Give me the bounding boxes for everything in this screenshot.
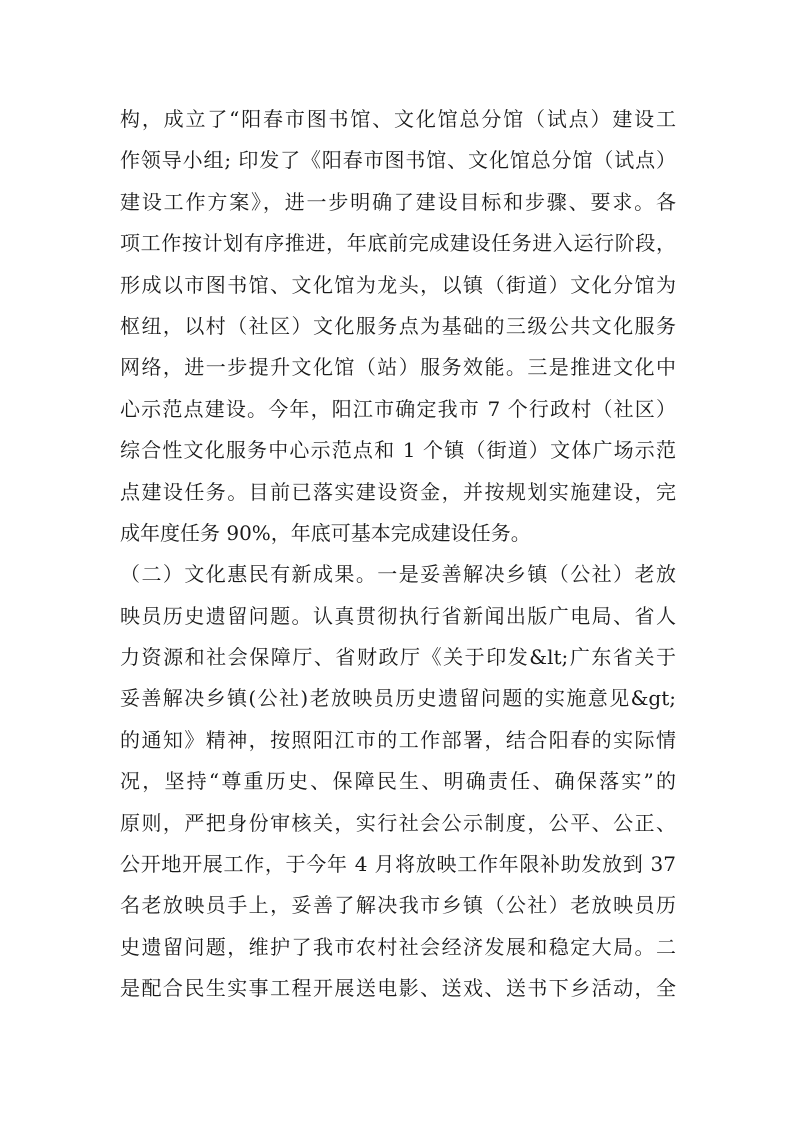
text-line: 名老放映员手上，妥善了解决我市乡镇（公社）老放映员历 — [120, 893, 676, 918]
text-line: 力资源和社会保障厅、省财政厅《关于印发&lt;广东省关于 — [120, 645, 676, 670]
text-line: 点建设任务。目前已落实建设资金，并按规划实施建设，完 — [120, 479, 676, 504]
text-line: 综合性文化服务中心示范点和 1 个镇（街道）文体广场示范 — [120, 438, 676, 463]
text-line: 公开地开展工作，于今年 4 月将放映工作年限补助发放到 37 — [120, 852, 676, 877]
text-line: 心示范点建设。今年，阳江市确定我市 7 个行政村（社区） — [120, 396, 676, 421]
text-line: 原则，严把身份审核关，实行社会公示制度，公平、公正、 — [120, 810, 676, 835]
text-line: 映员历史遗留问题。认真贯彻执行省新闻出版广电局、省人 — [120, 603, 676, 628]
text-line: 的通知》精神，按照阳江市的工作部署，结合阳春的实际情 — [120, 727, 676, 752]
text-line: 作领导小组; 印发了《阳春市图书馆、文化馆总分馆（试点） — [120, 148, 676, 173]
text-line: 构，成立了“阳春市图书馆、文化馆总分馆（试点）建设工 — [120, 107, 676, 131]
text-line: 网络，进一步提升文化馆（站）服务效能。三是推进文化中 — [120, 355, 676, 380]
text-line: 况，坚持“尊重历史、保障民生、明确责任、确保落实”的 — [120, 769, 676, 794]
text-line: 史遗留问题，维护了我市农村社会经济发展和稳定大局。二 — [120, 934, 676, 959]
text-line: 枢纽，以村（社区）文化服务点为基础的三级公共文化服务 — [120, 313, 676, 338]
text-line: 妥善解决乡镇(公社)老放映员历史遗留问题的实施意见&gt; — [120, 686, 676, 711]
section-heading-line: （二）文化惠民有新成果。一是妥善解决乡镇（公社）老放 — [120, 562, 676, 587]
text-line: 建设工作方案》，进一步明确了建设目标和步骤、要求。各 — [120, 189, 676, 214]
text-line: 形成以市图书馆、文化馆为龙头，以镇（街道）文化分馆为 — [120, 272, 676, 297]
text-line: 成年度任务 90%，年底可基本完成建设任务。 — [120, 520, 531, 545]
text-line: 项工作按计划有序推进，年底前完成建设任务进入运行阶段， — [120, 231, 676, 256]
text-line: 是配合民生实事工程开展送电影、送戏、送书下乡活动，全 — [120, 976, 676, 1001]
body-text — [120, 99, 676, 1010]
